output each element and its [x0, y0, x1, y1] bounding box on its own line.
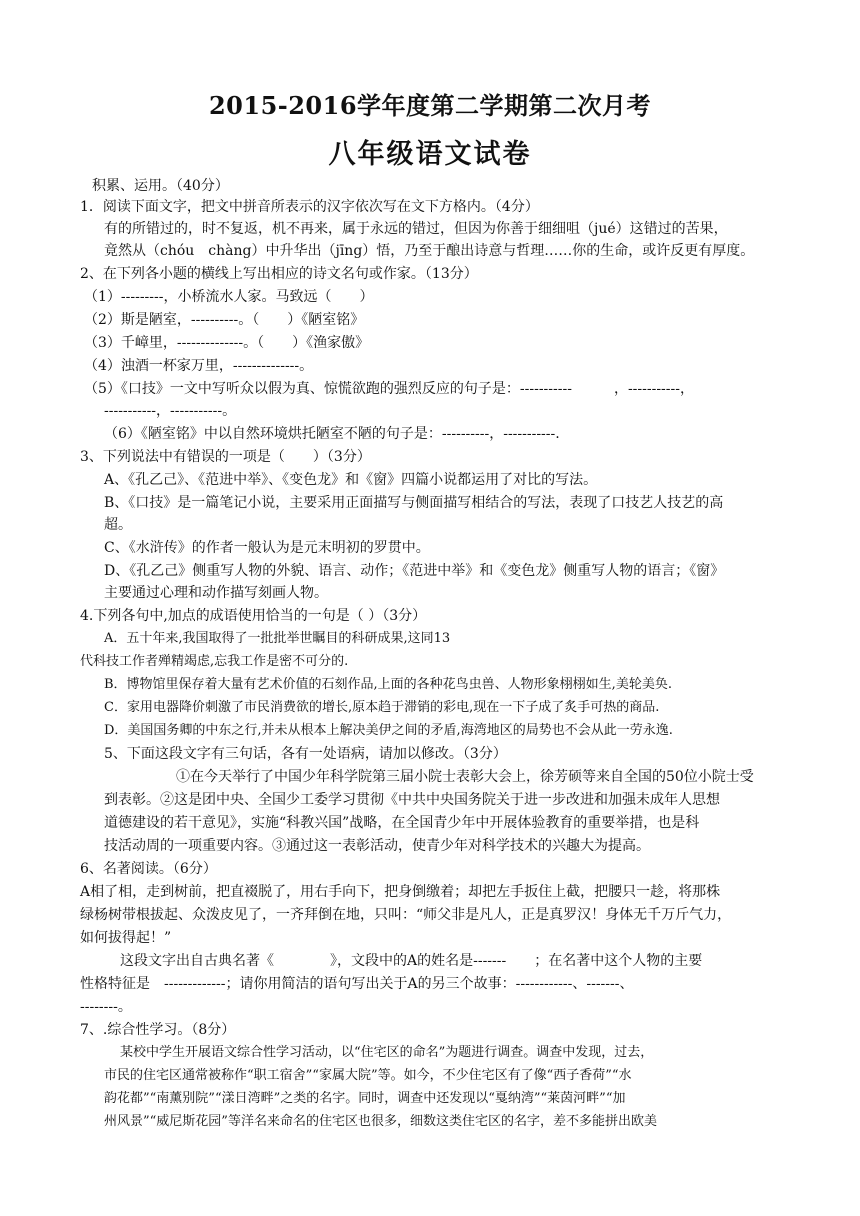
question-3-option: C、《水浒传》的作者一般认为是元末明初的罗贯中。 [104, 540, 430, 556]
question-4-option: D．美国国务卿的中东之行,并未从根本上解决美伊之间的矛盾,海湾地区的局势也不会从此一劳永逸. [104, 723, 673, 738]
question-2-item: （5）《口技》一文中写听众以假为真、惊慌欲跑的强烈反应的句子是：----------- ，-----------， [84, 381, 694, 397]
question-5-text: ①在今天举行了中国少年科学院第三届小院士表彰大会上，徐芳硕等来自全国的50位小院士受 [176, 769, 754, 785]
question-7-passage: 州风景”“威尼斯花园”等洋名来命名的住宅区也很多，细数这类住宅区的名字，差不多能拼出欧美 [104, 1114, 657, 1129]
question-2-item: -----------，-----------。 [104, 403, 237, 419]
question-1-text: 有的所错过的，时不复返，机不再来，属于永远的错过，但因为你善于细细咀（jué）这错过的苦果， [104, 221, 728, 237]
question-2-item: （2）斯是陋室，----------。（ ）《陋室铭》 [84, 312, 365, 328]
question-7-passage: 某校中学生开展语文综合性学习活动，以“住宅区的命名”为题进行调查。调查中发现，过去， [120, 1045, 654, 1060]
question-7: 7、.综合性学习。（8分） [80, 1022, 236, 1038]
question-3-option: 超。 [104, 517, 132, 533]
question-2-item: （4）浊酒一杯家万里，--------------。 [84, 358, 314, 374]
question-2: 2、在下列各小题的横线上写出相应的诗文名句或作家。（13分） [80, 266, 478, 282]
question-1: 1．阅读下面文字，把文中拼音所表示的汉字依次写在文下方格内。（4分） [80, 199, 539, 215]
question-2-item: （1）---------，小桥流水人家。马致远（ ） [84, 289, 374, 305]
question-4-option: C．家用电器降价刺激了市民消费欲的增长,原本趋于滞销的彩电,现在一下子成了炙手可热的商品. [104, 700, 660, 715]
question-6-prompt: 性格特征是 -------------；请你用简洁的语句写出关于A的另三个故事：------------、-------、 [80, 976, 634, 992]
question-6: 6、名著阅读。（6分） [80, 861, 217, 877]
question-5-text: 道德建设的若干意见》，实施“科教兴国”战略，在全国青少年中开展体验教育的重要举措，也是科 [104, 815, 700, 831]
question-7-passage: 韵花都”“南薰别院”“漾日湾畔”之类的名字。同时，调查中还发现以“戛纳湾”“莱茵河畔”“加 [104, 1091, 626, 1106]
section-heading: 积累、运用。（40分） [92, 178, 229, 194]
question-1-text: 竟然从（chóu chàng）中升华出（jīng）悟，乃至于酿出诗意与哲理……你的生命，或许反更有厚度。 [104, 243, 755, 259]
question-6-passage: A相了相，走到树前，把直裰脱了，用右手向下，把身倒缴着；却把左手扳住上截，把腰只一趁，将那株 [80, 884, 721, 900]
question-7-passage: 市民的住宅区通常被称作“职工宿舍”“家属大院”等。如今，不少住宅区有了像“西子香荷”“水 [104, 1068, 632, 1083]
exam-title: 2015-2016学年度第二学期第二次月考 [208, 91, 652, 120]
question-4-option: B．博物馆里保存着大量有艺术价值的石刻作品,上面的各种花鸟虫兽、人物形象栩栩如生,美轮美奂. [104, 677, 672, 692]
question-3-option: A、《孔乙己》、《范进中举》、《变色龙》和《窗》四篇小说都运用了对比的写法。 [104, 472, 598, 488]
question-6-passage: 如何拔得起！” [80, 930, 172, 946]
question-6-prompt: --------。 [80, 999, 132, 1015]
question-6-passage: 绿杨树带根拔起、众泼皮见了，一齐拜倒在地，只叫：“师父非是凡人，正是真罗汉！身体无千万斤气力， [80, 907, 732, 923]
question-2-item: （3）千嶂里，--------------。（ ）《渔家傲》 [84, 335, 370, 351]
question-4: 4.下列各句中,加点的成语使用恰当的一句是（ ）（3分） [80, 608, 427, 624]
question-4-option: 代科技工作者殚精竭虑,忘我工作是密不可分的. [80, 654, 349, 669]
question-3-option: D、《孔乙己》侧重写人物的外貌、语言、动作；《范进中举》和《变色龙》侧重写人物的语言；《窗》 [104, 563, 725, 579]
question-3-option: B、《口技》是一篇笔记小说，主要采用正面描写与侧面描写相结合的写法，表现了口技艺人技艺的高 [104, 495, 724, 511]
question-5-text: 到表彰。②这是团中央、全国少工委学习贯彻《中共中央国务院关于进一步改进和加强未成年人思想 [104, 792, 720, 808]
question-3-option: 主要通过心理和动作描写刻画人物。 [104, 585, 328, 601]
exam-subtitle: 八年级语文试卷 [328, 139, 532, 170]
question-5: 5、下面这段文字有三句话，各有一处语病，请加以修改。（3分） [104, 746, 507, 762]
question-5-text: 技活动周的一项重要内容。③通过这一表彰活动，使青少年对科学技术的兴趣大为提高。 [104, 838, 650, 854]
question-2-item: （6）《陋室铭》中以自然环境烘托陋室不陋的句子是：----------，-----------. [104, 426, 560, 442]
question-3: 3、下列说法中有错误的一项是（ ）（3分） [80, 449, 371, 465]
question-4-option: A．五十年来,我国取得了一批批举世瞩目的科研成果,这同13 [104, 631, 451, 646]
question-6-prompt: 这段文字出自古典名著《 》，文段中的A的姓名是------- ；在名著中这个人物的主要 [120, 953, 703, 969]
